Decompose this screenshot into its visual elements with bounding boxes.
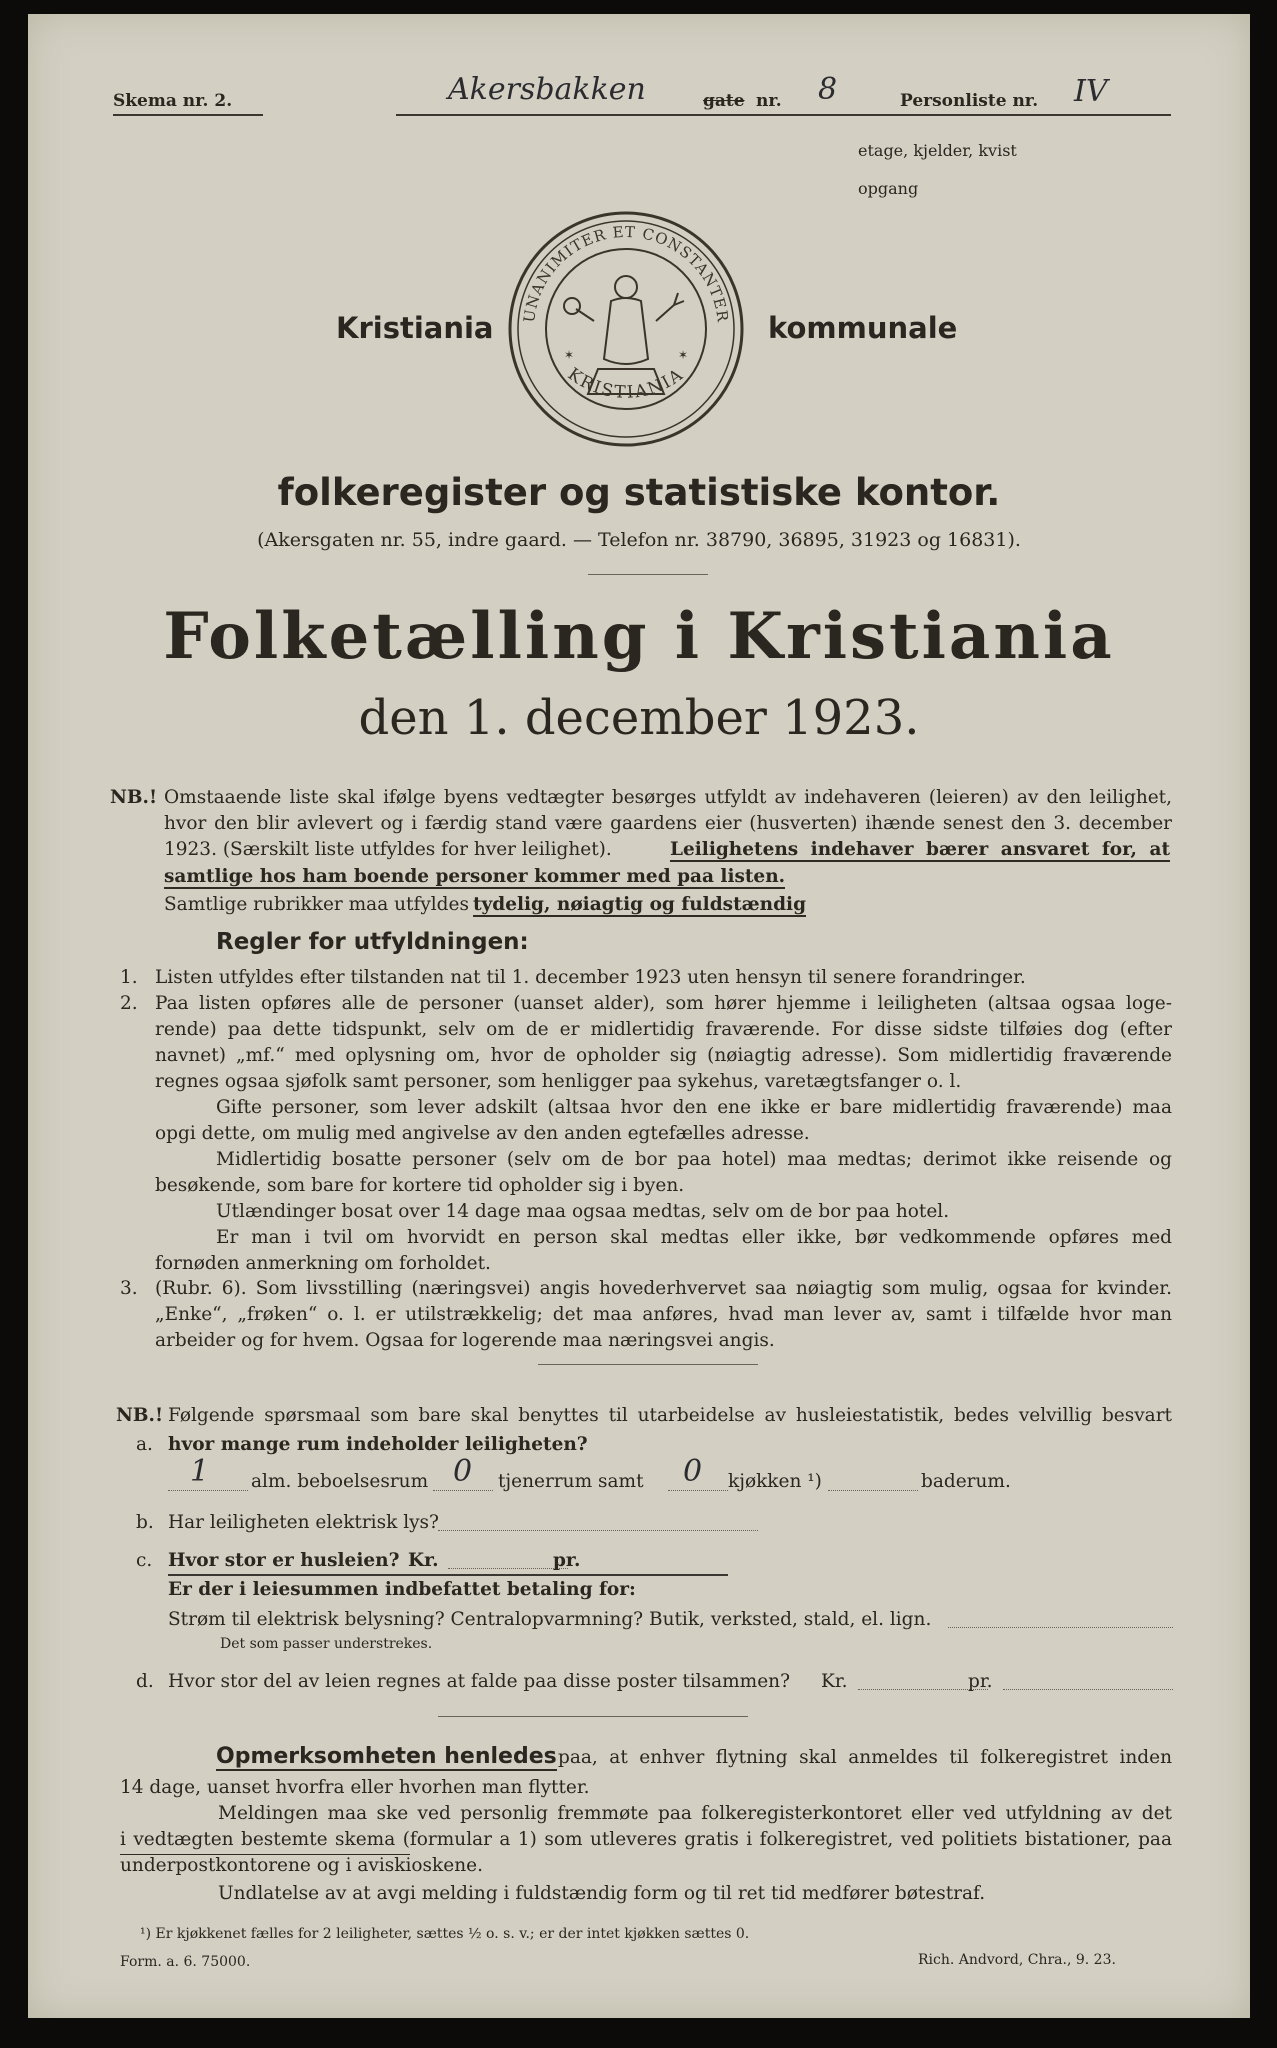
servant-rooms-label: tjenerrum samt: [498, 1471, 644, 1492]
question-b-text: Har leiligheten elektrisk lys?: [168, 1512, 439, 1533]
kitchen-label: kjøkken ¹): [728, 1471, 822, 1492]
nr-label: nr.: [756, 91, 782, 111]
nb1-line-1: Omstaaende liste skal ifølge byens vedtægter besørges utfyldt av indehaveren (leieren) av den leilighet,: [164, 787, 1172, 808]
svg-text:✶: ✶: [564, 348, 575, 362]
rule-line: (Rubr. 6). Som livsstilling (næringsvei) angis hovederhvervet saa nøiagtig som mulig, ogsaa for kvinder.: [155, 1278, 1172, 1299]
nb1-line-3b: Leilighetens indehaver bærer ansvaret for, at: [670, 839, 1170, 860]
question-c-sub: Er der i leiesummen indbefattet betaling for:: [168, 1579, 636, 1600]
rooms-label: alm. beboelsesrum: [251, 1471, 429, 1492]
rule-line: Utlændinger bosat over 14 dage maa ogsaa medtas, selv om de bor paa hotel.: [216, 1201, 950, 1222]
nb2-label: NB.!: [116, 1405, 164, 1426]
rule-line: Paa listen opføres alle de personer (uanset alder), som hører hjemme i leiligheten (altsaa ogsaa loge-: [155, 993, 1172, 1014]
rule-line: Listen utfyldes efter tilstanden nat til 1. december 1923 uten hensyn til senere forandringer.: [155, 967, 1026, 988]
question-a-text: hvor mange rum indeholder leiligheten?: [168, 1434, 588, 1455]
notice-line-4: i vedtægten bestemte skema (formular a 1) som utleveres gratis i folkeregistret, ved politiets bistationer, paa: [120, 1829, 1172, 1850]
kristiania-seal: [506, 209, 746, 449]
rule-number-2: 2.: [120, 993, 138, 1014]
notice-line-5: underpostkontorene og i aviskioskene.: [120, 1855, 483, 1876]
rent-kr-label: Kr.: [408, 1550, 439, 1571]
opgang-label: opgang: [858, 179, 919, 198]
rule-line: fornøden anmerkning om forholdet.: [155, 1253, 491, 1274]
rooms-count-handwritten: 1: [190, 1454, 210, 1489]
question-c-text: Hvor stor er husleien?: [168, 1550, 400, 1571]
office-address: (Akersgaten nr. 55, indre gaard. — Telefon nr. 38790, 36895, 31923 og 16831).: [257, 529, 1021, 551]
nb1-line-5b: tydelig, nøiagtig og fuldstændig: [473, 894, 806, 915]
rule-line: regnes ogsaa sjøfolk samt personer, som henligger paa sykehus, varetægtsfanger o. l.: [155, 1071, 962, 1092]
nb1-line-4: samtlige hos ham boende personer kommer med paa listen.: [164, 866, 786, 887]
bath-label: baderum.: [921, 1471, 1011, 1492]
question-a-label: a.: [136, 1434, 153, 1455]
street-name-handwritten: Akersbakken: [448, 72, 646, 107]
question-c-note: Det som passer understrekes.: [220, 1636, 433, 1652]
census-title: Folketælling i Kristiania: [163, 599, 1115, 674]
rule-line: Gifte personer, som lever adskilt (altsaa hvor den ene ikke er bare midlertidig fraværende) maa: [216, 1097, 1172, 1118]
d-pr-label: pr.: [968, 1671, 993, 1692]
svg-text:✶: ✶: [678, 348, 689, 362]
question-d-label: d.: [136, 1671, 154, 1692]
office-left-word: Kristiania: [336, 311, 494, 345]
rule-number-1: 1.: [120, 967, 138, 988]
rule-line: rende) paa dette tidspunkt, selv om de er midlertidig fraværende. For disse sidste tilføies dog (efter: [155, 1019, 1172, 1040]
rule-line: opgi dette, om mulig med angivelse av den anden egtefælles adresse.: [155, 1123, 810, 1144]
rule-line: „Enke“, „frøken“ o. l. er utilstrækkelig; det maa anføres, hvad man lever av, samt i tilfælde hvor man: [155, 1304, 1172, 1325]
notice-line-3: Meldingen maa ske ved personlig fremmøte paa folkeregisterkontoret eller ved utfyldning av det: [218, 1803, 1172, 1824]
nb1-line-3a: 1923. (Særskilt liste utfyldes for hver leilighet).: [164, 839, 612, 860]
census-form-page: [28, 14, 1250, 2018]
question-b-label: b.: [136, 1512, 154, 1533]
nb1-line-5a: Samtlige rubrikker maa utfyldes: [164, 894, 469, 915]
d-kr-label: Kr.: [821, 1671, 848, 1692]
notice-line-2: 14 dage, uanset hvorfra eller hvorhen man flytter.: [120, 1777, 590, 1798]
nb1-line-2: hvor den blir avlevert og i færdig stand være gaardens eier (husverten) ihænde senest den 3. december: [164, 813, 1172, 834]
rent-pr-label: pr.: [553, 1550, 581, 1571]
footnote-text: ¹) Er kjøkkenet fælles for 2 leiligheter, sættes ½ o. s. v.; er der intet kjøkken sættes 0.: [140, 1926, 750, 1942]
office-right-word: kommunale: [768, 311, 958, 345]
notice-line-1: paa, at enhver flytning skal anmeldes til folkeregistret inden: [558, 1747, 1172, 1768]
gate-label: gate: [703, 91, 745, 111]
question-c-label: c.: [136, 1550, 153, 1571]
rule-line: besøkende, som bare for kortere tid opholder sig i byen.: [155, 1175, 685, 1196]
notice-line-6: Undlatelse av at avgi melding i fuldstændig form og til ret tid medfører bøtestraf.: [218, 1883, 986, 1904]
nb1-label: NB.!: [110, 787, 158, 808]
rule-number-3: 3.: [120, 1278, 138, 1299]
rules-heading: Regler for utfyldningen:: [216, 929, 529, 955]
personliste-number-handwritten: IV: [1074, 74, 1108, 109]
question-c-options: Strøm til elektrisk belysning? Centralopvarmning? Butik, verksted, stald, el. lign.: [168, 1609, 932, 1630]
rule-line: arbeider og for hvem. Ogsaa for logerende maa næringsvei angis.: [155, 1330, 775, 1351]
rule-line: navnet) „mf.“ med oplysning om, hvor de opholder sig (nøiagtig adresse). Som midlertidig fraværende: [155, 1045, 1172, 1066]
question-d-text: Hvor stor del av leien regnes at falde paa disse poster tilsammen?: [168, 1671, 790, 1692]
personliste-label: Personliste nr.: [900, 91, 1039, 111]
house-number-handwritten: 8: [818, 72, 838, 107]
kitchen-count-handwritten: 0: [683, 1454, 703, 1489]
seal-text-top: UNANIMITER ET CONSTANTER: [520, 222, 732, 324]
notice-heading: Opmerksomheten henledes: [216, 1744, 557, 1769]
servant-rooms-handwritten: 0: [453, 1454, 473, 1489]
printer-imprint: Rich. Andvord, Chra., 9. 23.: [918, 1952, 1116, 1968]
seal-text-bottom: KRISTIANIA: [563, 364, 689, 403]
rule-line: Midlertidig bosatte personer (selv om de bor paa hotel) maa medtas; derimot ikke reisende og: [216, 1149, 1172, 1170]
office-name: folkeregister og statistiske kontor.: [277, 471, 1001, 514]
nb2-line-1: Følgende spørsmaal som bare skal benyttes til utarbeidelse av husleiestatistik, bedes velvillig besvart: [168, 1405, 1172, 1426]
form-number: Form. a. 6. 75000.: [120, 1954, 251, 1970]
census-date: den 1. december 1923.: [358, 690, 920, 746]
floor-options: etage, kjelder, kvist: [858, 141, 1017, 160]
rule-line: Er man i tvil om hvorvidt en person skal medtas eller ikke, bør vedkommende opføres med: [216, 1227, 1172, 1248]
skema-number: Skema nr. 2.: [113, 91, 233, 111]
